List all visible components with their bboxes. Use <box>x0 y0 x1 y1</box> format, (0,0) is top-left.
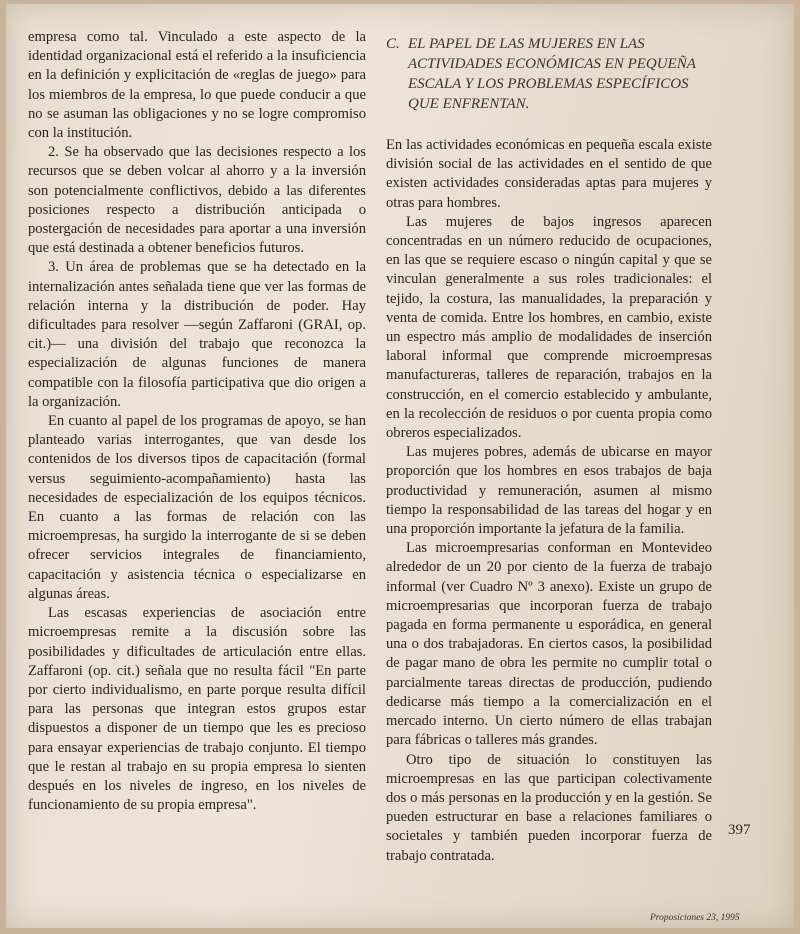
section-heading-letter: C. <box>386 36 400 52</box>
right-paragraph-2: Las mujeres de bajos ingresos aparecen concentradas en un número reducido de ocupaciones, en las que se requiere escaso o ningún capital y que se vinculan generalmente a sus roles tradicionales: el tejido, la costura, las manualidades, la preparación y venta de comida. Entre los hombres, en cambio, existe un espectro más amplio de modalidades de inserción laboral informal que comprende microempresas manufactureras, talleres de reparación, trabajos en la construcción, en el comercio establecido y ambulante, en la recolección de residuos o por cuenta propia como obreros especializados. <box>386 213 712 442</box>
left-paragraph-5: Las escasas experiencias de asociación entre microempresas remite a la discusión sobre las posibilidades y dificultades de articulación entre ellas. Zaffaroni (op. cit.) señala que no resulta fácil "En parte por cierto individualismo, en parte porque resulta difícil para las personas que integran estos grupos estar dispuestos a disponer de un tiempo que les es precioso para ensayar experiencias de trabajo conjunto. El tiempo que le restan al trabajo en su propia empresa lo sienten después en los niveles de ingreso, en los niveles de funcionamiento de su propia empresa". <box>28 605 366 814</box>
right-text-column <box>386 34 712 866</box>
page-number: 397 <box>728 822 751 838</box>
right-paragraph-3: Las mujeres pobres, además de ubicarse en mayor proporción que los hombres en esos trabajos de baja productividad y remuneración, asumen al mismo tiempo la responsabilidad de las tareas del hogar y en una proporción importante la jefatura de la familia. <box>386 444 712 538</box>
left-paragraph-2: 2. Se ha observado que las decisiones respecto a los recursos que se deben volcar al ahorro y a la inversión son potencialmente conflictivos, debido a las diferentes posiciones respecto a distribución anticipada o postergación de necesidades para aportar a una inversión que está destinada a obtener beneficios futuros. <box>28 144 366 257</box>
left-paragraph-1: empresa como tal. Vinculado a este aspecto de la identidad organizacional está el referido a la insuficiencia en la definición y explicitación de «reglas de juego» para los miembros de la empresa, lo que puede conducir a que no se asuman las obligaciones y no se logre compromiso con la institución. <box>28 29 366 142</box>
section-heading-text: EL PAPEL DE LAS MUJERES EN LAS ACTIVIDADES ECONÓMICAS EN PEQUEÑA ESCALA Y LOS PROBLEMAS ESPECÍFICOS QUE ENFRENTAN. <box>408 36 696 112</box>
right-paragraph-1: En las actividades económicas en pequeña escala existe división social de las actividades en el sentido de que existen actividades consideradas aptas para mujeres y otras para hombres. <box>386 137 712 211</box>
book-page <box>6 4 794 928</box>
right-paragraph-5: Otro tipo de situación lo constituyen las microempresas en las que participan colectivamente dos o más personas en la producción y en la gestión. Se pueden estructurar en base a relaciones familiares o societales y también pueden incorporar fuerza de trabajo contratada. <box>386 751 712 864</box>
left-paragraph-3: 3. Un área de problemas que se ha detectado en la internalización antes señalada tiene que ver las formas de relación interna y la distribución de poder. Hay dificultades para resolver —según Zaffaroni (GRAI, op. cit.)— una división del trabajo que reconozca la especialización de algunas funciones de manera compatible con la filosofía participativa que dio origen a la organización. <box>28 259 366 410</box>
section-heading <box>386 34 712 114</box>
right-paragraph-4: Las microempresarias conforman en Montevideo alrededor de un 20 por ciento de la fuerza de trabajo informal (ver Cuadro Nº 3 anexo). Existe un grupo de microempresarias que incorporan fuerza de trabajo pagada en forma permanente u esporádica, en general una o dos trabajadoras. En ciertos casos, la posibilidad de pagar mano de obra les permite no cumplir total o parcialmente tareas directas de producción, pudiendo dedicarse más tiempo a la comercialización en el mercado interno. Un cierto número de ellas trabajan para fábricas o talleres más grandes. <box>386 540 712 749</box>
left-paragraph-4: En cuanto al papel de los programas de apoyo, se han planteado varias interrogantes, que van desde los contenidos de los diversos tipos de capacitación (formal versus seguimiento-acompañamiento) hasta las necesidades de especialización de los equipos técnicos. En cuanto a las formas de relación con las microempresas, ha surgido la interrogante de si se deben ofrecer servicios integrales de financiamiento, capacitación y asistencia técnica o especializarse en algunas áreas. <box>28 413 366 602</box>
left-text-column <box>28 28 366 815</box>
journal-footer: Proposiciones 23, 1995 <box>650 913 740 923</box>
